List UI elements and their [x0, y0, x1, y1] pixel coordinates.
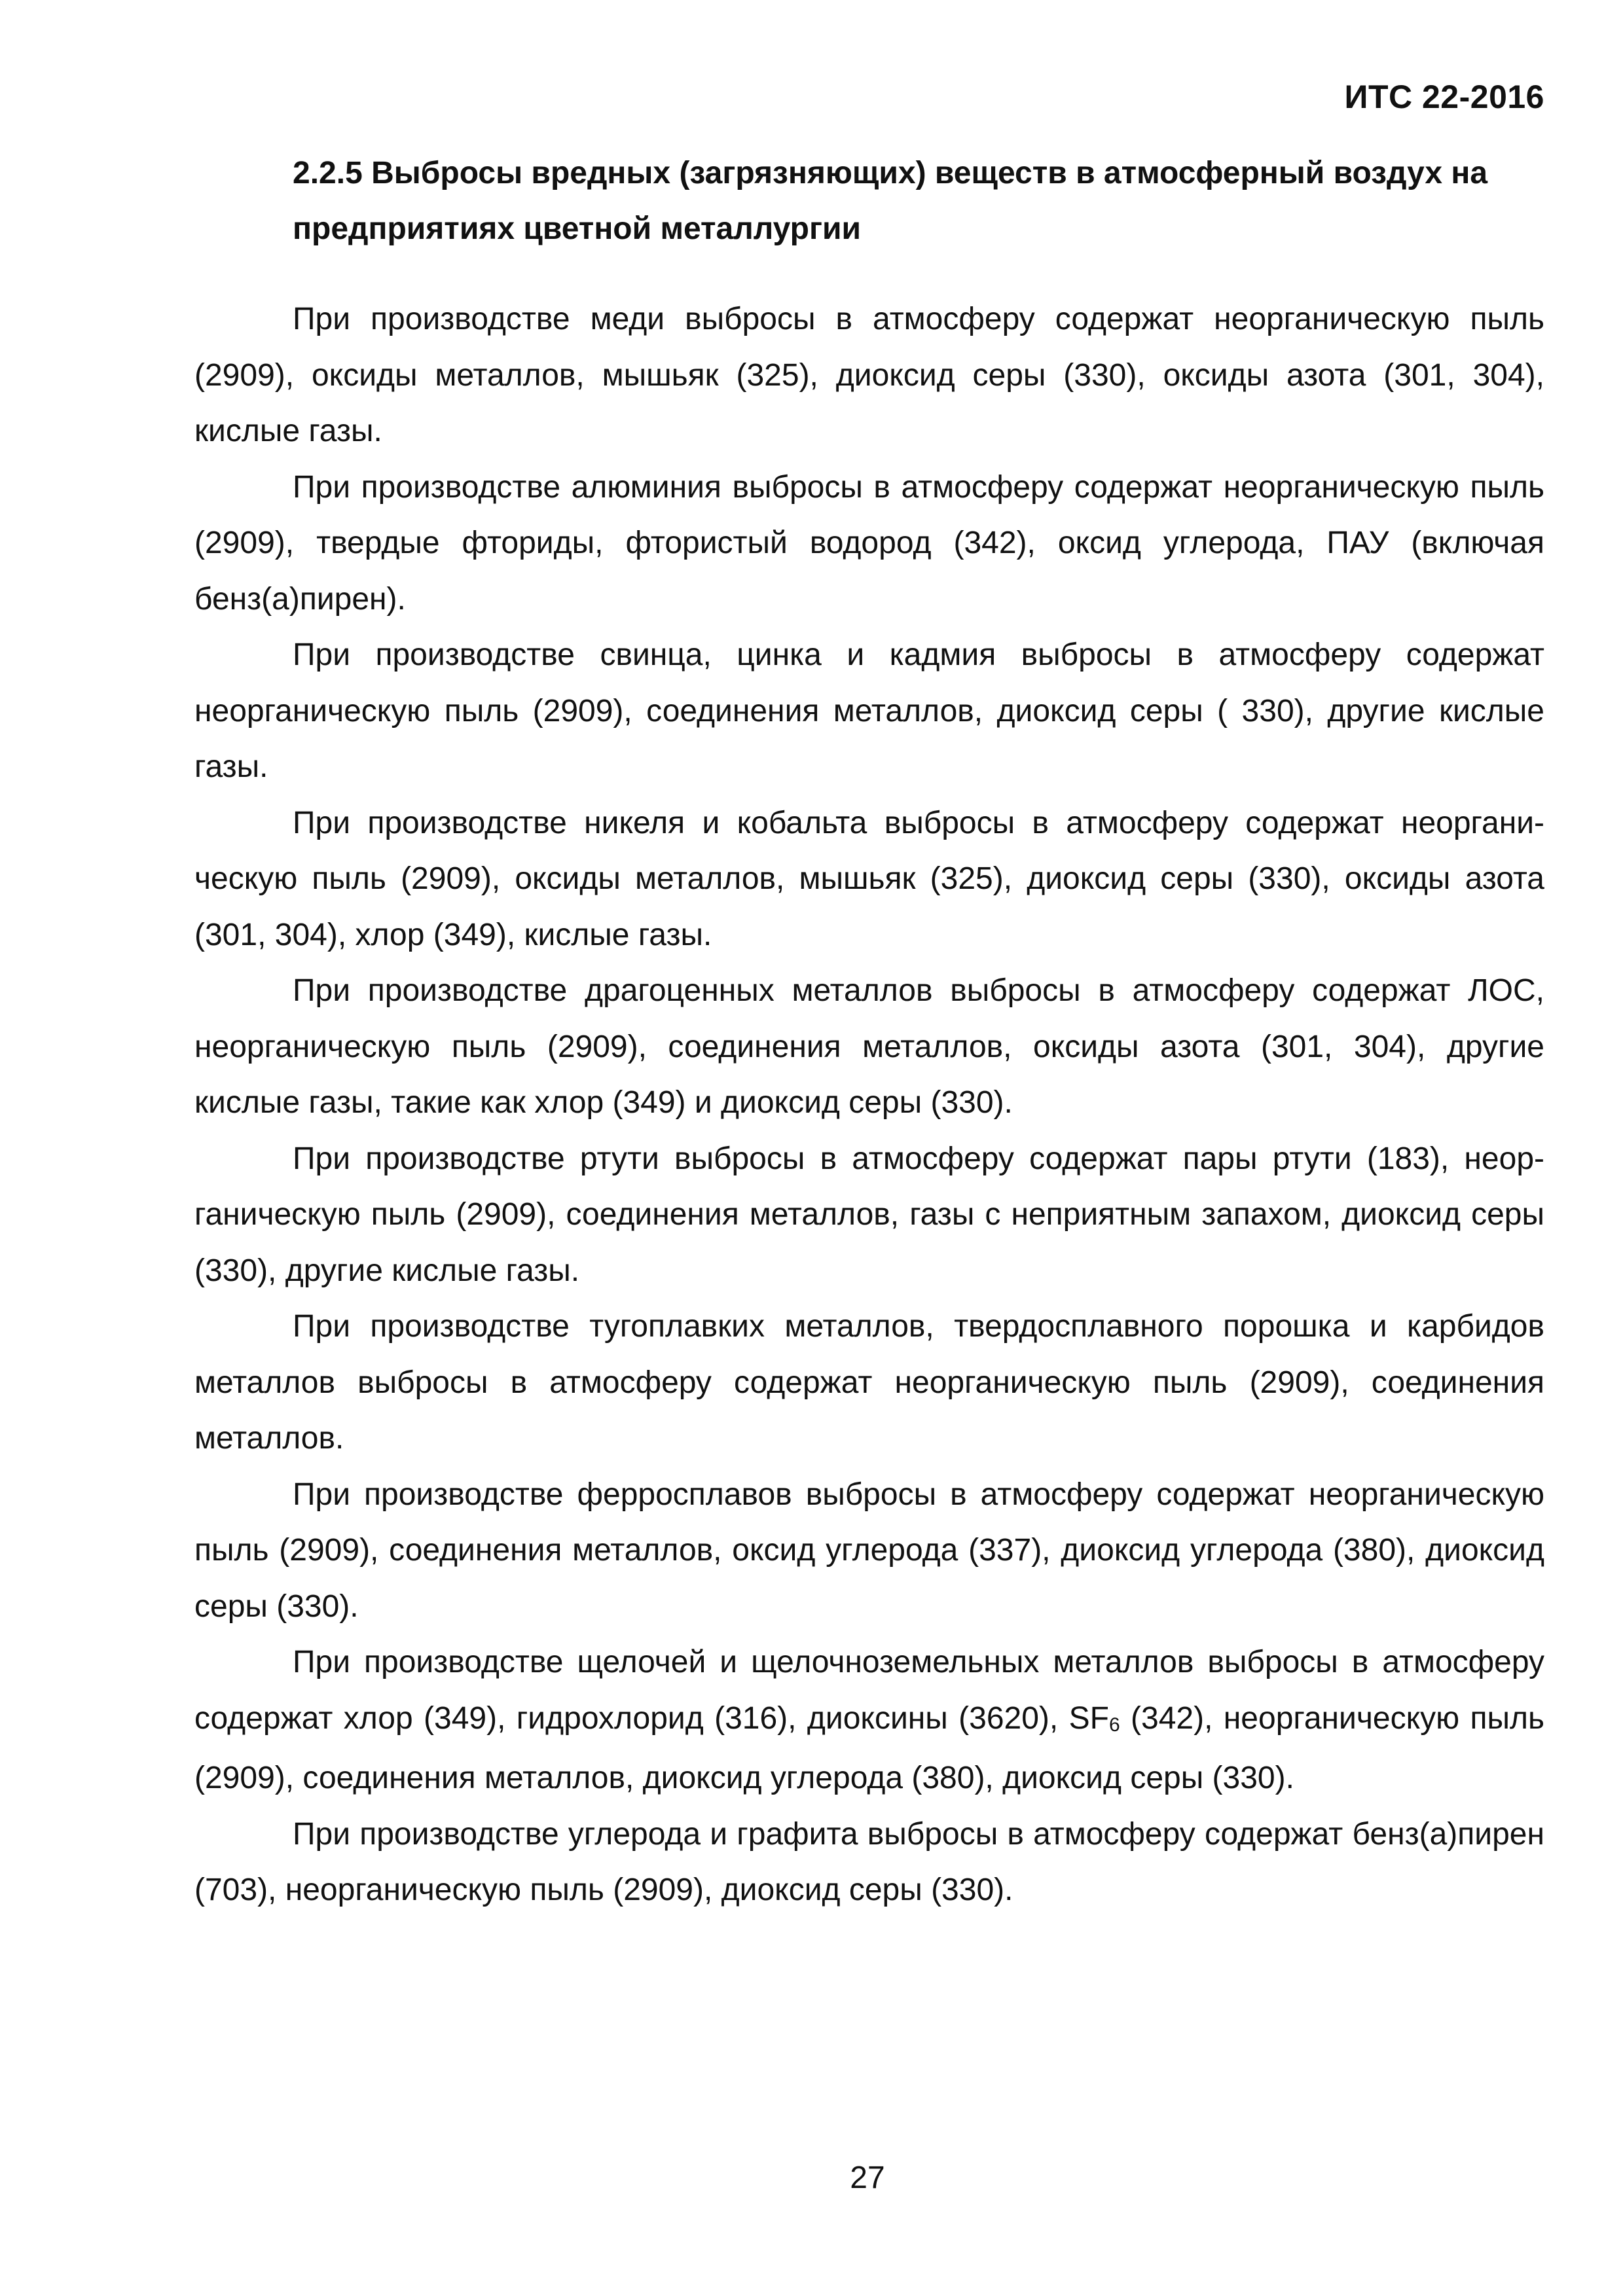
paragraph-mercury: При производстве ртути выбросы в атмосферу содержат пары ртути (183), неорганическую пыль (2909), соединения металлов, газы с неприятным запахом, диоксид серы (330), другие кислые газы. — [194, 1141, 1544, 1288]
paragraph-ferroalloys: При производстве ферросплавов выбросы в атмосферу содержат неорганическую пыль (2909), соединения металлов, оксид углерода (337), диоксид углерода (380), диоксид серы (330). — [194, 1477, 1544, 1624]
paragraph-refractory-metals: При производстве тугоплавких металлов, твердосплавного порошка и карбидов металлов выбросы в атмосферу содержат неорганическую пыль (2909), соединения металлов. — [194, 1309, 1544, 1456]
paragraph-precious-metals: При производстве драгоценных металлов выбросы в атмосферу содержат ЛОС, неорганическую пыль (2909), соединения металлов, оксиды азота (301, 304), другие кислые газы, такие как хлор (349) и диоксид серы (330). — [194, 973, 1544, 1120]
paragraph-lead-zinc-cadmium: При производстве свинца, цинка и кадмия выбросы в атмосферу содержат неорганическую пыль (2909), соединения металлов, диоксид серы ( 330), другие кислые газы. — [194, 637, 1544, 784]
page-number: 27 — [850, 2161, 885, 2195]
paragraph-copper: При производстве меди выбросы в атмосферу содержат неорганическую пыль (2909), оксиды металлов, мышьяк (325), диоксид серы (330), оксиды азота (301, 304), кислые газы. — [194, 302, 1544, 448]
alkali-text-end: (342), неорганическую пыль (2909), соединения металлов, диоксид углерода (380), диоксид серы (330). — [194, 1700, 1544, 1795]
paragraph-aluminium: При производстве алюминия выбросы в атмосферу содержат неорганическую пыль (2909), твердые фториды, фтористый водород (342), оксид углерода, ПАУ (включая бенз(а)пирен). — [194, 469, 1544, 617]
paragraph-nickel-cobalt: При производстве никеля и кобальта выбросы в атмосферу содержат неорганическую пыль (2909), оксиды металлов, мышьяк (325), диоксид серы (330), оксиды азота (301, 304), хлор (349), кислые газы. — [194, 805, 1544, 952]
document-code-header: ИТС 22-2016 — [1344, 79, 1544, 115]
sf6-subscript: 6 — [1108, 1713, 1120, 1736]
body-text — [194, 291, 1544, 1918]
alkali-text-start: При производстве щелочей и щелочноземельных металлов выбросы в атмосферу содержат хлор (349), гидрохлорид (316), диоксины (3620), SF — [194, 1645, 1544, 1736]
section-heading: 2.2.5 Выбросы вредных (загрязняющих) веществ в атмосферный воздух на предприятиях цветной металлургии — [293, 156, 1488, 246]
paragraph-alkali-metals — [194, 1634, 1544, 1806]
paragraph-carbon-graphite: При производстве углерода и графита выбросы в атмосферу содержат бенз(а)пирен (703), неорганическую пыль (2909), диоксид серы (330). — [194, 1816, 1544, 1907]
